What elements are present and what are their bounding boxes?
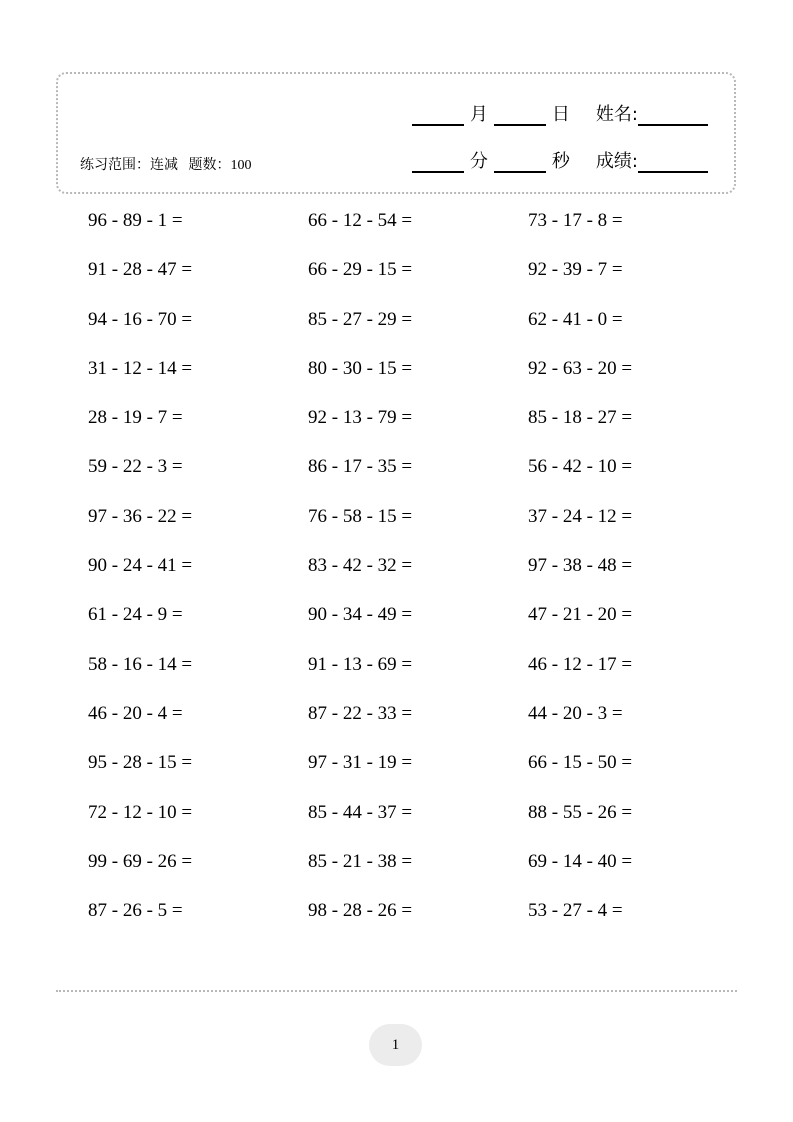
problem-item: 83 - 42 - 32 = — [308, 555, 413, 577]
problem-row — [88, 208, 748, 257]
problem-item: 87 - 22 - 33 = — [308, 702, 413, 724]
problem-row — [88, 405, 748, 454]
problem-item: 91 - 13 - 69 = — [308, 653, 413, 675]
problem-item: 92 - 13 - 79 = — [308, 407, 413, 429]
problem-row — [88, 701, 748, 750]
problem-item: 97 - 38 - 48 = — [528, 555, 633, 577]
problem-item: 90 - 24 - 41 = — [88, 555, 193, 577]
problem-item: 46 - 20 - 4 = — [88, 702, 183, 724]
name-blank[interactable] — [638, 104, 708, 126]
score-label: 成绩: — [595, 151, 638, 172]
minute-blank[interactable] — [412, 151, 464, 173]
problem-item: 44 - 20 - 3 = — [528, 702, 623, 724]
problem-item: 72 - 12 - 10 = — [88, 801, 193, 823]
problem-item: 91 - 28 - 47 = — [88, 259, 193, 281]
problem-item: 97 - 36 - 22 = — [88, 505, 193, 527]
day-blank[interactable] — [494, 104, 546, 126]
problem-item: 47 - 21 - 20 = — [528, 604, 633, 626]
second-blank[interactable] — [494, 151, 546, 173]
problem-row — [88, 849, 748, 898]
problem-item: 85 - 44 - 37 = — [308, 801, 413, 823]
count-label: 题数： — [188, 157, 231, 173]
problem-item: 62 - 41 - 0 = — [528, 308, 623, 330]
date-name-row — [412, 100, 708, 126]
problem-item: 31 - 12 - 14 = — [88, 357, 193, 379]
problem-item: 95 - 28 - 15 = — [88, 752, 193, 774]
time-score-row — [412, 147, 708, 173]
problem-row — [88, 454, 748, 503]
problem-row — [88, 307, 748, 356]
problem-item: 61 - 24 - 9 = — [88, 604, 183, 626]
problem-item: 92 - 39 - 7 = — [528, 259, 623, 281]
problem-item: 85 - 27 - 29 = — [308, 308, 413, 330]
page-number: 1 — [369, 1024, 422, 1066]
problem-item: 96 - 89 - 1 = — [88, 210, 183, 231]
problem-row — [88, 652, 748, 701]
problem-row — [88, 602, 748, 651]
month-blank[interactable] — [412, 104, 464, 126]
problem-item: 66 - 29 - 15 = — [308, 259, 413, 281]
problem-item: 99 - 69 - 26 = — [88, 850, 193, 872]
minute-label: 分 — [469, 151, 488, 172]
problem-item: 73 - 17 - 8 = — [528, 210, 623, 231]
problem-item: 69 - 14 - 40 = — [528, 850, 633, 872]
problem-item: 46 - 12 - 17 = — [528, 653, 633, 675]
problem-item: 76 - 58 - 15 = — [308, 505, 413, 527]
problem-item: 59 - 22 - 3 = — [88, 456, 183, 478]
count-value: 100 — [230, 158, 252, 173]
name-label: 姓名: — [595, 104, 638, 125]
problem-row — [88, 898, 748, 947]
problem-item: 53 - 27 - 4 = — [528, 900, 623, 922]
practice-range: 练习范围：连减 — [80, 157, 178, 173]
problem-item: 58 - 16 - 14 = — [88, 653, 193, 675]
problem-item: 66 - 12 - 54 = — [308, 210, 413, 231]
month-label: 月 — [469, 104, 488, 125]
problem-row — [88, 356, 748, 405]
problem-item: 92 - 63 - 20 = — [528, 357, 633, 379]
score-blank[interactable] — [638, 151, 708, 173]
problem-row — [88, 504, 748, 553]
problem-item: 85 - 21 - 38 = — [308, 850, 413, 872]
problem-item: 87 - 26 - 5 = — [88, 900, 183, 922]
problem-grid — [88, 208, 748, 947]
footer-divider — [56, 990, 737, 992]
header-box — [56, 72, 736, 194]
problem-item: 88 - 55 - 26 = — [528, 801, 633, 823]
problem-item: 97 - 31 - 19 = — [308, 752, 413, 774]
problem-item: 98 - 28 - 26 = — [308, 900, 413, 922]
problem-row — [88, 800, 748, 849]
problem-item: 37 - 24 - 12 = — [528, 505, 633, 527]
day-label: 日 — [551, 104, 570, 125]
problem-item: 66 - 15 - 50 = — [528, 752, 633, 774]
problem-item: 56 - 42 - 10 = — [528, 456, 633, 478]
problem-item: 90 - 34 - 49 = — [308, 604, 413, 626]
problem-item: 86 - 17 - 35 = — [308, 456, 413, 478]
problem-item: 28 - 19 - 7 = — [88, 407, 183, 429]
problem-item: 85 - 18 - 27 = — [528, 407, 633, 429]
problem-item: 80 - 30 - 15 = — [308, 357, 413, 379]
problem-row — [88, 750, 748, 799]
problem-row — [88, 257, 748, 306]
second-label: 秒 — [551, 151, 570, 172]
problem-row — [88, 553, 748, 602]
problem-item: 94 - 16 - 70 = — [88, 308, 193, 330]
practice-info — [80, 154, 251, 174]
